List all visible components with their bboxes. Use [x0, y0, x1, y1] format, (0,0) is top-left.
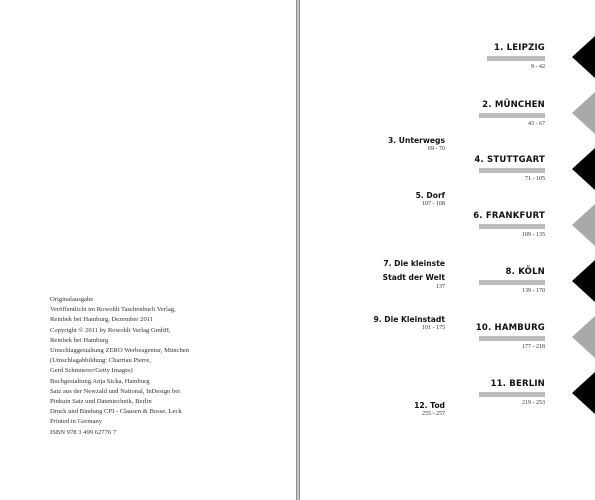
chapter-7-kleinste-stadt[interactable] [383, 256, 445, 290]
imprint-line: ISBN 978 3 499 62776 7 [50, 428, 117, 436]
chapter-2-muenchen[interactable] [479, 100, 545, 127]
imprint-line: Printed in Germany [50, 418, 103, 426]
chapter-pages: 109 - 135 [522, 232, 545, 238]
chapter-title: 5. Dorf [415, 191, 445, 200]
tab-marker-8[interactable] [572, 260, 595, 302]
chapter-title: 2. MÜNCHEN [482, 100, 545, 110]
tab-marker-6[interactable] [572, 204, 595, 246]
left-page [0, 0, 296, 500]
tab-marker-2[interactable] [572, 92, 595, 134]
chapter-title: 11. BERLIN [490, 379, 545, 389]
chapter-11-berlin[interactable] [479, 379, 545, 406]
chapter-bar [487, 56, 545, 61]
chapter-8-koeln[interactable] [479, 267, 545, 294]
imprint-line: Pinkuin Satz und Datentechnik, Berlin [50, 398, 152, 406]
imprint-line: Satz aus der Newzald und National, InDesign bei [50, 387, 181, 395]
imprint-line: Buchgestaltung Anja Sicka, Hamburg [50, 377, 150, 385]
chapter-title: 10. HAMBURG [475, 323, 545, 333]
chapter-pages: 137 [436, 284, 445, 290]
chapter-title: 4. STUTTGART [474, 155, 545, 165]
chapter-title: 12. Tod [414, 401, 445, 410]
chapter-bar [479, 336, 545, 341]
chapter-bar [479, 113, 545, 118]
tab-marker-1[interactable] [572, 36, 595, 78]
imprint-line: (Umschlagabbildung: Charriau Pierre, [50, 357, 151, 365]
imprint-line: Druck und Bindung CPI - Clausen & Bosse, Leck [50, 408, 182, 416]
chapter-6-frankfurt[interactable] [473, 211, 545, 238]
imprint-line: Reinbek bei Hamburg [50, 336, 109, 344]
chapter-bar [479, 224, 545, 229]
chapter-title-line2: Stadt der Welt [382, 273, 445, 282]
chapter-12-tod[interactable] [414, 400, 445, 417]
chapter-pages: 101 - 175 [422, 325, 445, 331]
chapter-title: 3. Unterwegs [387, 136, 445, 145]
chapter-pages: 255 - 257 [422, 411, 445, 417]
tab-marker-11[interactable] [572, 372, 595, 414]
chapter-title: 9. Die Kleinstadt [373, 315, 445, 324]
chapter-pages: 139 - 170 [522, 288, 545, 294]
chapter-10-hamburg[interactable] [476, 323, 545, 350]
tab-marker-10[interactable] [572, 316, 595, 358]
chapter-pages: 71 - 105 [525, 176, 545, 182]
chapter-1-leipzig[interactable] [487, 43, 545, 70]
chapter-pages: 107 - 108 [422, 201, 445, 207]
chapter-3-unterwegs[interactable] [388, 135, 445, 152]
imprint-line: Originalausgabe [50, 296, 94, 303]
chapter-title: 8. KÖLN [505, 267, 545, 277]
chapter-title: 6. FRANKFURT [473, 211, 545, 221]
chapter-pages: 43 - 67 [528, 121, 545, 127]
chapter-4-stuttgart[interactable] [474, 155, 545, 182]
chapter-pages: 177 - 218 [522, 344, 545, 350]
chapter-bar [479, 280, 545, 285]
imprint-line: Reinbek bei Hamburg, Dezember 2011 [50, 316, 154, 324]
tab-marker-4[interactable] [572, 148, 595, 190]
imprint-line: Veröffentlicht im Rowohlt Taschenbuch Verlag, [50, 306, 176, 314]
chapter-9-kleinstadt[interactable] [374, 314, 446, 331]
imprint-line: Copyright © 2011 by Rowohlt Verlag GmbH, [50, 326, 171, 334]
chapter-pages: 69 - 70 [428, 146, 445, 152]
chapter-bar [479, 168, 545, 173]
chapter-bar [479, 392, 545, 397]
imprint-line: Umschlaggestaltung ZERO Werbeagentur, München [50, 347, 189, 355]
imprint-block [50, 295, 189, 438]
right-page-contents [300, 0, 595, 500]
chapter-pages: 219 - 253 [522, 400, 545, 406]
chapter-title-line1: 7. Die kleinste [383, 259, 445, 268]
chapter-5-dorf[interactable] [416, 190, 445, 207]
imprint-line: Gerd Schmuerer/Getty Images) [50, 367, 133, 375]
chapter-pages: 9 - 42 [531, 64, 545, 70]
chapter-title: 1. LEIPZIG [493, 43, 545, 53]
